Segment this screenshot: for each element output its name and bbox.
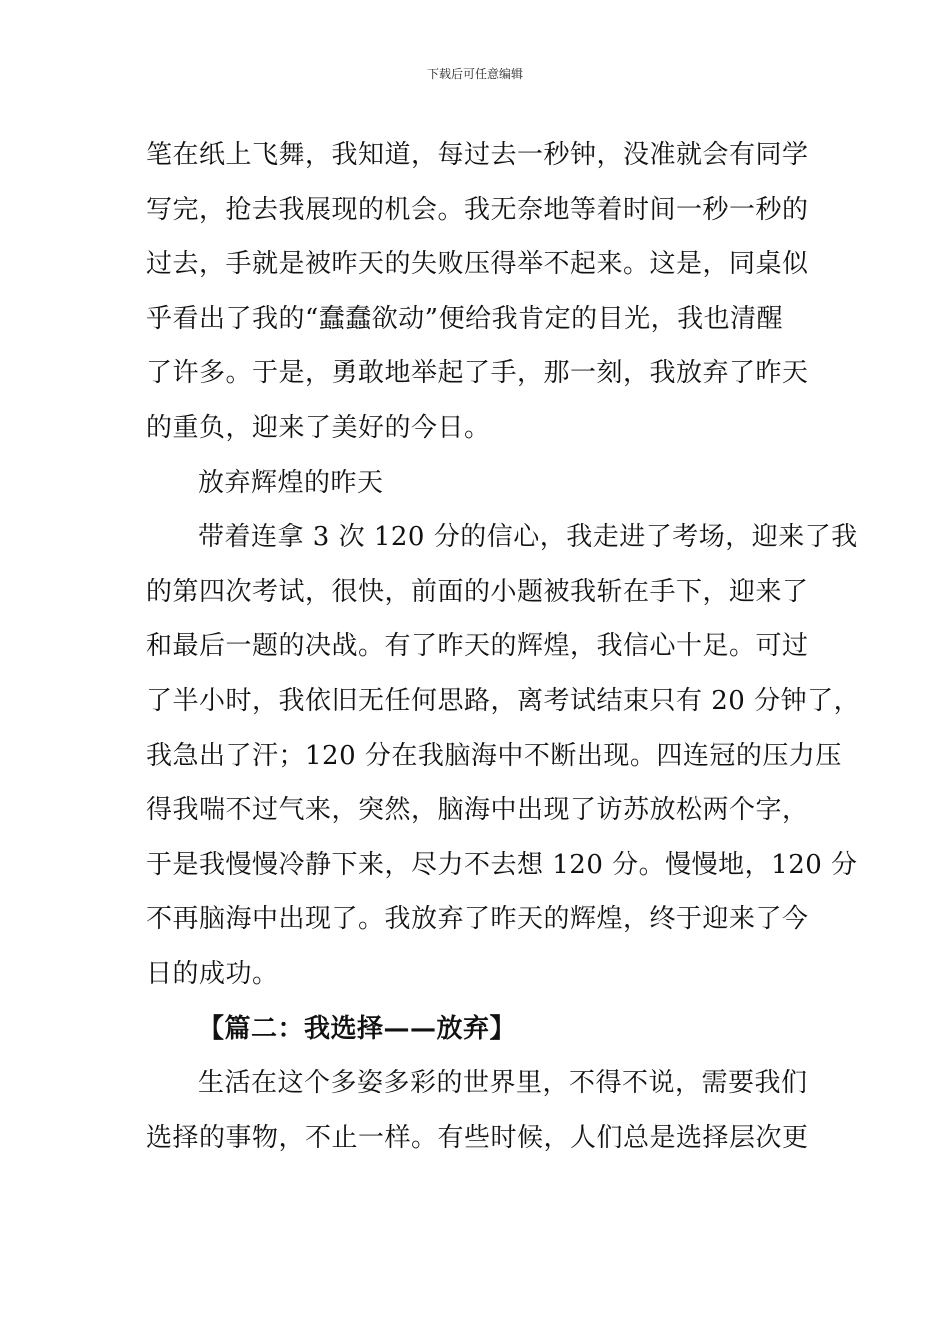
chapter-heading: 【篇二：我选择——放弃】 — [198, 1013, 517, 1044]
section-title: 放弃辉煌的昨天 — [198, 467, 384, 498]
text-line: 的第四次考试，很快，前面的小题被我斩在手下，迎来了 — [146, 576, 809, 607]
text-line: 我急出了汗；120 分在我脑海中不断出现。四连冠的压力压 — [146, 740, 842, 771]
text-line: 乎看出了我的“蠢蠢欲动”便给我肯定的目光，我也清醒 — [146, 303, 784, 334]
text-line: 了许多。于是，勇敢地举起了手，那一刻，我放弃了昨天 — [146, 358, 809, 389]
text-line: 带着连拿 3 次 120 分的信心，我走进了考场，迎来了我 — [198, 522, 858, 553]
text-line: 不再脑海中出现了。我放弃了昨天的辉煌，终于迎来了今 — [146, 904, 809, 935]
text-line: 得我喘不过气来，突然，脑海中出现了访苏放松两个字， — [146, 795, 809, 826]
text-line: 写完，抢去我展现的机会。我无奈地等着时间一秒一秒的 — [146, 194, 809, 225]
document-body — [146, 128, 861, 1165]
text-line: 选择的事物，不止一样。有些时候，人们总是选择层次更 — [146, 1122, 809, 1153]
text-line: 笔在纸上飞舞，我知道，每过去一秒钟，没准就会有同学 — [146, 140, 809, 170]
text-line: 过去，手就是被昨天的失败压得举不起来。这是，同桌似 — [146, 249, 809, 280]
text-line: 于是我慢慢冷静下来，尽力不去想 120 分。慢慢地，120 分 — [146, 849, 858, 880]
text-line: 了半小时，我依旧无任何思路，离考试结束只有 20 分钟了， — [146, 685, 861, 716]
text-line: 的重负，迎来了美好的今日。 — [146, 412, 491, 443]
page-header: 下载后可任意编辑 — [426, 67, 523, 81]
text-line: 日的成功。 — [146, 958, 279, 989]
text-line: 生活在这个多姿多彩的世界里，不得不说，需要我们 — [198, 1068, 808, 1099]
text-line: 和最后一题的决战。有了昨天的辉煌，我信心十足。可过 — [146, 631, 809, 662]
